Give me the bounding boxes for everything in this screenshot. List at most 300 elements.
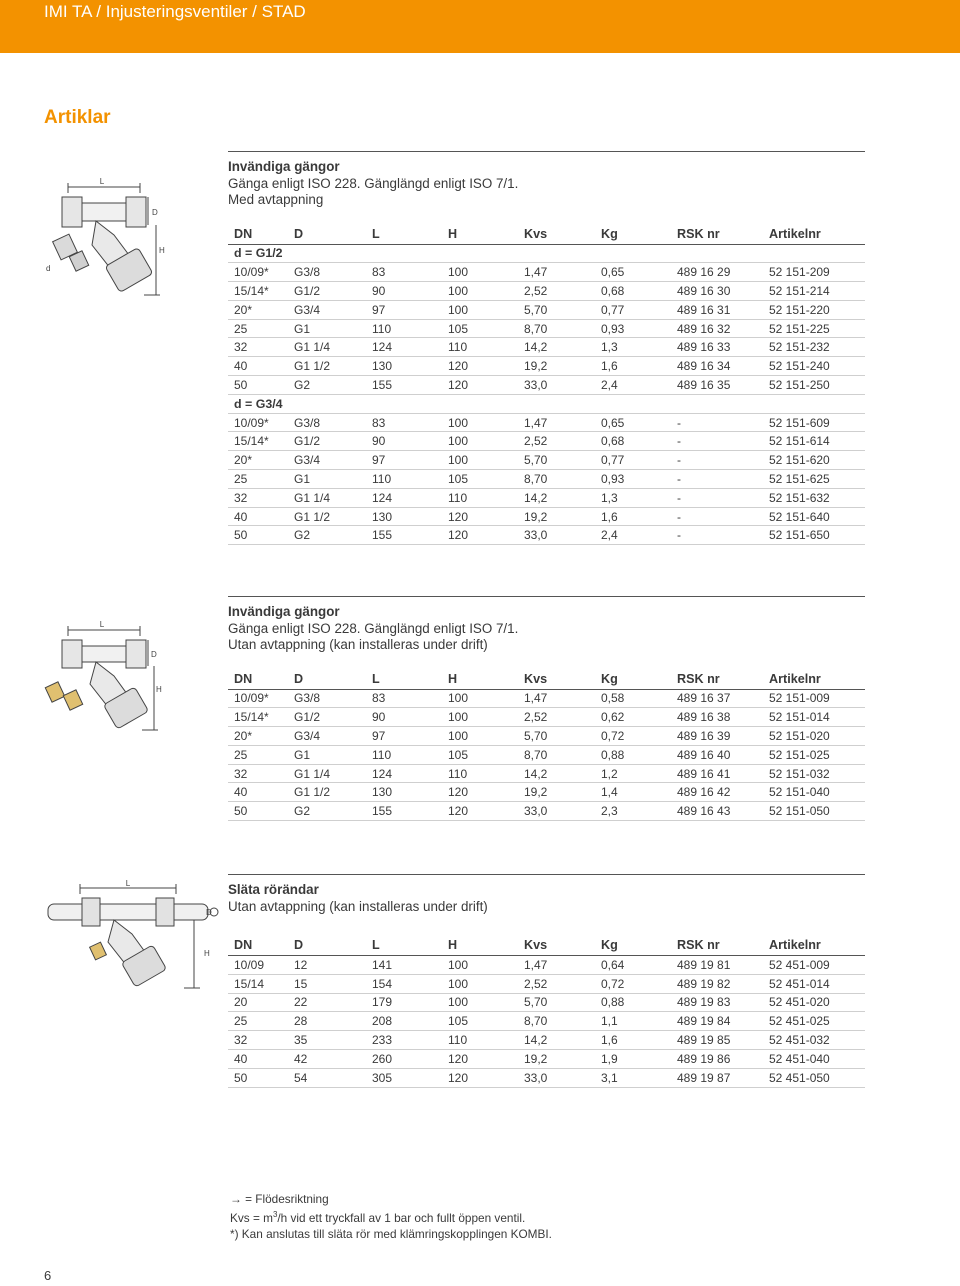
table-cell: 120 — [442, 1049, 518, 1068]
table-cell: 305 — [366, 1068, 442, 1087]
table-cell: 2,4 — [595, 376, 671, 395]
column-header: L — [366, 669, 442, 690]
table-cell: - — [671, 526, 763, 545]
table-cell: 489 16 29 — [671, 263, 763, 282]
table-cell: 110 — [442, 338, 518, 357]
table-cell: 52 151-050 — [763, 802, 865, 821]
table-cell: 489 16 38 — [671, 708, 763, 727]
table-cell: 110 — [366, 745, 442, 764]
table-cell: 22 — [288, 993, 366, 1012]
table-cell: 10/09 — [228, 956, 288, 975]
table-cell: G2 — [288, 376, 366, 395]
valve-drawing-with-drain — [44, 175, 169, 305]
table-cell: 100 — [442, 451, 518, 470]
footnote-kombi: *) Kan anslutas till släta rör med klämringskopplingen KOMBI. — [230, 1226, 552, 1241]
table-cell: 155 — [366, 376, 442, 395]
page-title: Artiklar — [44, 107, 111, 128]
table-cell: 52 451-032 — [763, 1031, 865, 1050]
table-row — [228, 507, 865, 526]
table-cell: 52 451-040 — [763, 1049, 865, 1068]
column-header: H — [442, 224, 518, 245]
table-cell: 50 — [228, 526, 288, 545]
table-cell: 1,4 — [595, 783, 671, 802]
table-row — [228, 432, 865, 451]
page-header — [0, 0, 960, 53]
drawing-label-d: d — [46, 264, 51, 273]
table-cell: 32 — [228, 338, 288, 357]
table-cell: 1,47 — [518, 263, 595, 282]
table-cell: 52 151-250 — [763, 376, 865, 395]
table-cell: 100 — [442, 282, 518, 301]
table-row — [228, 1068, 865, 1087]
group-row — [228, 394, 865, 413]
table-row — [228, 745, 865, 764]
table-row — [228, 300, 865, 319]
table-cell: 0,93 — [595, 319, 671, 338]
table-cell: 52 151-209 — [763, 263, 865, 282]
table-row — [228, 1049, 865, 1068]
column-header: Artikelnr — [763, 669, 865, 690]
column-header: L — [366, 224, 442, 245]
column-header: Kvs — [518, 669, 595, 690]
table-cell: 489 19 82 — [671, 974, 763, 993]
table-cell: 52 451-025 — [763, 1012, 865, 1031]
table-cell: 52 151-020 — [763, 727, 865, 746]
column-header: RSK nr — [671, 224, 763, 245]
table-cell: 100 — [442, 956, 518, 975]
table-cell: 83 — [366, 263, 442, 282]
table-cell: 15/14* — [228, 282, 288, 301]
table-cell: 489 16 32 — [671, 319, 763, 338]
section-subtitle-2: Utan avtappning (kan installeras under drift) — [228, 637, 488, 652]
table-row — [228, 974, 865, 993]
table-row — [228, 263, 865, 282]
table-cell: 2,4 — [595, 526, 671, 545]
table-cell: 50 — [228, 802, 288, 821]
column-header: Kvs — [518, 935, 595, 956]
table-cell: 52 151-614 — [763, 432, 865, 451]
table-cell: 489 16 33 — [671, 338, 763, 357]
group-row — [228, 244, 865, 263]
column-header: Artikelnr — [763, 224, 865, 245]
table-cell: 260 — [366, 1049, 442, 1068]
drawing-label-H: H — [204, 949, 210, 958]
table-row — [228, 282, 865, 301]
footnote-flow-direction: → = Flödesriktning — [230, 1192, 329, 1206]
table-cell: 14,2 — [518, 1031, 595, 1050]
table-cell: 0,58 — [595, 689, 671, 708]
table-cell: G1/2 — [288, 282, 366, 301]
table-cell: - — [671, 413, 763, 432]
table-cell: 25 — [228, 1012, 288, 1031]
table-cell: 20* — [228, 451, 288, 470]
table-cell: G1/2 — [288, 432, 366, 451]
table-cell: G2 — [288, 802, 366, 821]
column-header: Artikelnr — [763, 935, 865, 956]
section-threaded-without-drain — [228, 596, 865, 821]
section-plain-pipe-ends — [228, 874, 865, 1088]
table-cell: 489 19 81 — [671, 956, 763, 975]
table-cell: 14,2 — [518, 764, 595, 783]
drawing-label-H: H — [159, 246, 165, 255]
table-cell: 489 16 42 — [671, 783, 763, 802]
table-cell: 100 — [442, 993, 518, 1012]
table-cell: 83 — [366, 689, 442, 708]
table-cell: 1,47 — [518, 689, 595, 708]
table-cell: 120 — [442, 526, 518, 545]
table-cell: 120 — [442, 357, 518, 376]
table-cell: 124 — [366, 764, 442, 783]
drawing-label-L: L — [99, 177, 105, 186]
table-cell: - — [671, 507, 763, 526]
table-cell: 8,70 — [518, 745, 595, 764]
table-cell: G1 — [288, 745, 366, 764]
table-cell: 90 — [366, 432, 442, 451]
table-cell: 100 — [442, 300, 518, 319]
table-cell: 15/14* — [228, 708, 288, 727]
table-cell: 100 — [442, 263, 518, 282]
footnotes — [230, 1191, 552, 1242]
group-label: d = G1/2 — [228, 244, 865, 263]
articles-table — [228, 669, 865, 822]
table-cell: 40 — [228, 1049, 288, 1068]
table-cell: 1,47 — [518, 956, 595, 975]
table-cell: 8,70 — [518, 470, 595, 489]
column-header: D — [288, 935, 366, 956]
column-header: D — [288, 224, 366, 245]
table-cell: 489 16 40 — [671, 745, 763, 764]
drawing-label-L: L — [99, 620, 105, 629]
table-cell: 0,62 — [595, 708, 671, 727]
table-cell: 130 — [366, 357, 442, 376]
table-cell: 489 19 84 — [671, 1012, 763, 1031]
table-cell: G3/8 — [288, 263, 366, 282]
table-cell: 120 — [442, 802, 518, 821]
table-cell: 120 — [442, 1068, 518, 1087]
table-cell: 52 151-040 — [763, 783, 865, 802]
table-cell: 2,3 — [595, 802, 671, 821]
table-cell: 0,72 — [595, 974, 671, 993]
table-cell: G1 — [288, 470, 366, 489]
table-cell: 1,3 — [595, 338, 671, 357]
table-row — [228, 802, 865, 821]
drawing-label-D: D — [152, 208, 158, 217]
table-cell: 3,1 — [595, 1068, 671, 1087]
table-cell: G1 1/2 — [288, 357, 366, 376]
table-cell: 40 — [228, 783, 288, 802]
column-header: DN — [228, 669, 288, 690]
table-cell: 52 451-009 — [763, 956, 865, 975]
column-header: RSK nr — [671, 669, 763, 690]
table-cell: 52 151-032 — [763, 764, 865, 783]
section-subtitle: Gänga enligt ISO 228. Gänglängd enligt ISO 7/1. — [228, 620, 519, 636]
table-cell: 489 19 87 — [671, 1068, 763, 1087]
table-cell: 179 — [366, 993, 442, 1012]
header-title: IMI TA / Injusteringsventiler / STAD — [44, 2, 306, 21]
table-cell: 100 — [442, 727, 518, 746]
table-cell: 489 16 39 — [671, 727, 763, 746]
section-threaded-with-drain — [228, 151, 865, 545]
table-cell: 0,65 — [595, 413, 671, 432]
table-row — [228, 993, 865, 1012]
table-cell: 20* — [228, 727, 288, 746]
table-cell: 105 — [442, 745, 518, 764]
table-cell: 105 — [442, 319, 518, 338]
table-header-row — [228, 224, 865, 245]
drawing-label-L: L — [125, 880, 131, 888]
table-cell: G1 1/2 — [288, 507, 366, 526]
table-cell: 52 151-214 — [763, 282, 865, 301]
table-cell: 33,0 — [518, 526, 595, 545]
column-header: RSK nr — [671, 935, 763, 956]
drawing-label-H: H — [156, 685, 162, 694]
table-cell: 15/14 — [228, 974, 288, 993]
table-cell: 1,1 — [595, 1012, 671, 1031]
table-header-row — [228, 935, 865, 956]
table-cell: 42 — [288, 1049, 366, 1068]
table-row — [228, 488, 865, 507]
articles-table — [228, 224, 865, 546]
table-cell: - — [671, 451, 763, 470]
table-cell: 15 — [288, 974, 366, 993]
table-cell: G3/8 — [288, 689, 366, 708]
table-cell: 40 — [228, 507, 288, 526]
table-cell: 1,3 — [595, 488, 671, 507]
table-cell: 28 — [288, 1012, 366, 1031]
table-cell: 5,70 — [518, 727, 595, 746]
table-cell: 100 — [442, 413, 518, 432]
table-cell: 33,0 — [518, 1068, 595, 1087]
table-cell: G1 1/4 — [288, 764, 366, 783]
table-row — [228, 357, 865, 376]
table-cell: 52 151-632 — [763, 488, 865, 507]
table-cell: 52 451-020 — [763, 993, 865, 1012]
table-cell: 20* — [228, 300, 288, 319]
drawing-label-D: D — [206, 908, 212, 917]
table-cell: 1,9 — [595, 1049, 671, 1068]
table-cell: 25 — [228, 319, 288, 338]
table-row — [228, 727, 865, 746]
table-cell: 0,77 — [595, 300, 671, 319]
column-header: Kvs — [518, 224, 595, 245]
table-cell: G3/4 — [288, 451, 366, 470]
table-cell: 120 — [442, 376, 518, 395]
table-cell: 19,2 — [518, 507, 595, 526]
table-cell: 15/14* — [228, 432, 288, 451]
table-cell: 100 — [442, 432, 518, 451]
section-title: Släta rörändar — [228, 882, 319, 897]
table-cell: 19,2 — [518, 357, 595, 376]
section-title: Invändiga gängor — [228, 159, 340, 174]
column-header: Kg — [595, 224, 671, 245]
table-cell: 0,64 — [595, 956, 671, 975]
table-cell: - — [671, 432, 763, 451]
table-cell: 2,52 — [518, 974, 595, 993]
table-cell: 19,2 — [518, 783, 595, 802]
table-cell: 141 — [366, 956, 442, 975]
table-cell: 489 19 83 — [671, 993, 763, 1012]
table-cell: 5,70 — [518, 451, 595, 470]
table-cell: 83 — [366, 413, 442, 432]
table-cell: G1 1/4 — [288, 338, 366, 357]
table-cell: 52 451-014 — [763, 974, 865, 993]
column-header: H — [442, 669, 518, 690]
footnote-kvs: Kvs = $m^3/h$ vid ett tryckfall av 1 bar och fullt öppen ventil. — [230, 1210, 526, 1225]
table-cell: 130 — [366, 783, 442, 802]
table-cell: 110 — [442, 764, 518, 783]
table-cell: 14,2 — [518, 338, 595, 357]
table-cell: 489 16 30 — [671, 282, 763, 301]
table-cell: 0,93 — [595, 470, 671, 489]
table-row — [228, 451, 865, 470]
table-row — [228, 708, 865, 727]
table-cell: 97 — [366, 727, 442, 746]
table-cell: 32 — [228, 1031, 288, 1050]
column-header: H — [442, 935, 518, 956]
table-cell: 90 — [366, 282, 442, 301]
table-cell: 54 — [288, 1068, 366, 1087]
table-cell: 25 — [228, 745, 288, 764]
table-cell: 100 — [442, 974, 518, 993]
table-cell: 25 — [228, 470, 288, 489]
table-cell: 32 — [228, 488, 288, 507]
table-cell: - — [671, 470, 763, 489]
table-cell: 33,0 — [518, 802, 595, 821]
table-cell: 52 151-025 — [763, 745, 865, 764]
table-cell: 1,2 — [595, 764, 671, 783]
table-cell: 52 151-232 — [763, 338, 865, 357]
articles-table — [228, 935, 865, 1088]
table-cell: 10/09* — [228, 689, 288, 708]
table-cell: 97 — [366, 300, 442, 319]
column-header: Kg — [595, 935, 671, 956]
table-cell: 5,70 — [518, 993, 595, 1012]
table-cell: 50 — [228, 376, 288, 395]
table-cell: 124 — [366, 338, 442, 357]
column-header: Kg — [595, 669, 671, 690]
table-cell: - — [671, 488, 763, 507]
table-row — [228, 956, 865, 975]
table-cell: G3/4 — [288, 727, 366, 746]
table-cell: 52 151-609 — [763, 413, 865, 432]
table-cell: 1,6 — [595, 507, 671, 526]
table-cell: 105 — [442, 1012, 518, 1031]
table-row — [228, 526, 865, 545]
table-cell: 110 — [442, 488, 518, 507]
table-cell: G1 1/4 — [288, 488, 366, 507]
table-cell: 155 — [366, 802, 442, 821]
table-cell: 2,52 — [518, 708, 595, 727]
table-cell: 10/09* — [228, 413, 288, 432]
table-cell: 52 151-220 — [763, 300, 865, 319]
table-row — [228, 338, 865, 357]
table-cell: G1 1/2 — [288, 783, 366, 802]
group-label: d = G3/4 — [228, 394, 865, 413]
table-cell: 233 — [366, 1031, 442, 1050]
table-cell: G3/8 — [288, 413, 366, 432]
table-cell: 52 151-640 — [763, 507, 865, 526]
table-cell: 50 — [228, 1068, 288, 1087]
table-cell: 208 — [366, 1012, 442, 1031]
column-header: DN — [228, 224, 288, 245]
column-header: L — [366, 935, 442, 956]
table-cell: 489 19 86 — [671, 1049, 763, 1068]
section-subtitle: Gänga enligt ISO 228. Gänglängd enligt ISO 7/1. — [228, 175, 519, 191]
table-cell: 489 16 31 — [671, 300, 763, 319]
table-cell: 97 — [366, 451, 442, 470]
table-cell: 154 — [366, 974, 442, 993]
column-header: DN — [228, 935, 288, 956]
table-row — [228, 689, 865, 708]
table-cell: 130 — [366, 507, 442, 526]
table-header-row — [228, 669, 865, 690]
table-cell: 8,70 — [518, 1012, 595, 1031]
table-cell: 489 16 37 — [671, 689, 763, 708]
page-number: 6 — [44, 1268, 52, 1283]
section-subtitle: Utan avtappning (kan installeras under drift) — [228, 898, 488, 914]
table-cell: 19,2 — [518, 1049, 595, 1068]
table-cell: 489 19 85 — [671, 1031, 763, 1050]
table-cell: 2,52 — [518, 432, 595, 451]
section-title: Invändiga gängor — [228, 604, 340, 619]
table-cell: 0,88 — [595, 745, 671, 764]
table-cell: 2,52 — [518, 282, 595, 301]
table-cell: 10/09* — [228, 263, 288, 282]
table-cell: 100 — [442, 708, 518, 727]
table-row — [228, 1031, 865, 1050]
table-cell: 110 — [442, 1031, 518, 1050]
table-cell: 52 151-014 — [763, 708, 865, 727]
table-cell: 110 — [366, 319, 442, 338]
table-cell: 8,70 — [518, 319, 595, 338]
table-cell: 155 — [366, 526, 442, 545]
table-cell: 124 — [366, 488, 442, 507]
table-cell: G1/2 — [288, 708, 366, 727]
table-cell: 52 151-650 — [763, 526, 865, 545]
table-cell: 52 151-240 — [763, 357, 865, 376]
table-cell: 489 16 34 — [671, 357, 763, 376]
table-cell: 52 151-009 — [763, 689, 865, 708]
table-row — [228, 319, 865, 338]
table-cell: G1 — [288, 319, 366, 338]
table-cell: 20 — [228, 993, 288, 1012]
section-subtitle-2: Med avtappning — [228, 192, 324, 207]
table-cell: G3/4 — [288, 300, 366, 319]
table-row — [228, 376, 865, 395]
table-cell: 120 — [442, 783, 518, 802]
table-cell: 105 — [442, 470, 518, 489]
table-cell: 35 — [288, 1031, 366, 1050]
table-cell: 32 — [228, 764, 288, 783]
table-cell: 0,65 — [595, 263, 671, 282]
table-cell: 100 — [442, 689, 518, 708]
table-cell: 0,68 — [595, 282, 671, 301]
table-cell: 489 16 35 — [671, 376, 763, 395]
table-cell: 5,70 — [518, 300, 595, 319]
table-cell: 120 — [442, 507, 518, 526]
table-row — [228, 413, 865, 432]
drawing-label-D: D — [151, 650, 157, 659]
table-cell: 110 — [366, 470, 442, 489]
table-row — [228, 470, 865, 489]
table-cell: 33,0 — [518, 376, 595, 395]
table-cell: 0,72 — [595, 727, 671, 746]
table-cell: 52 151-625 — [763, 470, 865, 489]
valve-drawing-plain-ends — [44, 880, 224, 995]
column-header: D — [288, 669, 366, 690]
table-cell: G2 — [288, 526, 366, 545]
table-cell: 1,6 — [595, 357, 671, 376]
